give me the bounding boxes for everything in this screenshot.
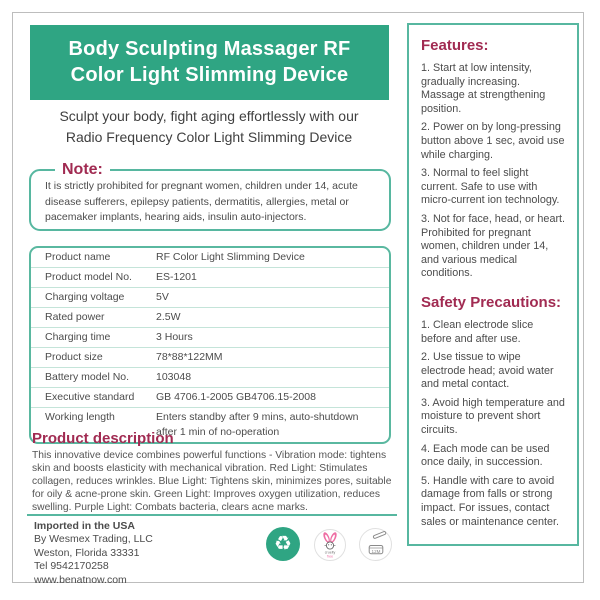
- spec-label: Product size: [45, 351, 103, 363]
- note-box: [29, 161, 391, 231]
- product-title-line: Body Sculpting Massager RF: [68, 38, 351, 60]
- importer-info-line: www.benatnow.com: [34, 573, 127, 586]
- safety-item: 3. Avoid high temperature and moisture to prevent short circuits.: [421, 396, 565, 437]
- side-panel: [407, 23, 579, 546]
- svg-text:cruelty: cruelty: [324, 550, 336, 555]
- bunny-graphic: [315, 530, 345, 560]
- table-row: [31, 308, 389, 328]
- spec-value: ES-1201: [156, 271, 197, 283]
- label-page: [12, 12, 584, 586]
- tagline-line: Radio Frequency Color Light Slimming Device: [65, 129, 353, 145]
- features-heading: Features:: [421, 37, 489, 54]
- product-title-banner: [30, 25, 389, 100]
- importer-info: [34, 520, 153, 587]
- importer-info-line: Tel 9542170258: [34, 560, 109, 573]
- feature-item: 3. Normal to feel slight current. Safe to use with micro-current ion technology.: [421, 167, 560, 207]
- cruelty-free-icon: [314, 529, 346, 561]
- spec-value: Enters standby after 9 mins, auto-shutdown after 1 min of no-operation: [156, 411, 359, 438]
- safety-item: 2. Use tissue to wipe electrode head; avoid water and metal contact.: [421, 351, 554, 391]
- tagline-line: Sculpt your body, fight aging effortlessly with our: [59, 108, 359, 124]
- period-after-opening-icon: [359, 528, 392, 561]
- spec-table: [29, 246, 391, 444]
- feature-item: 1. Start at low intensity, gradually increasing. Massage at strengthening position.: [421, 62, 546, 115]
- spec-value: 103048: [156, 371, 192, 383]
- spec-label: Product model No.: [45, 271, 132, 283]
- product-description-heading: Product description: [32, 430, 174, 447]
- safety-item: 5. Handle with care to avoid damage from falls or strong impact. For issues, contact sales or maintenance center.: [421, 474, 560, 528]
- safety-item: 1. Clean electrode slice before and after use.: [421, 318, 534, 345]
- footer-divider: [27, 514, 397, 516]
- table-row: [31, 288, 389, 308]
- note-label: Note:: [55, 161, 110, 179]
- product-description-text: This innovative device combines powerful functions - Vibration mode: tightens skin and boosts elasticity with mechanical vibration. Red Light: Stimulates collagen, reduces wrinkles. Blue Light: Tightens skin, minimizes pores, suitable for oily & acne-prone skin. Green Light: Improves oxygen utilization, reduces swelling. Purple Light: Combats bacteria, clears acne marks.: [32, 450, 392, 513]
- spec-label: Charging voltage: [45, 291, 125, 303]
- table-row: [31, 368, 389, 388]
- table-row: [31, 328, 389, 348]
- spec-label: Working length: [45, 411, 115, 423]
- product-title-line: Color Light Slimming Device: [70, 64, 349, 86]
- table-row: [31, 388, 389, 408]
- safety-item: 4. Each mode can be used once daily, in succession.: [421, 442, 550, 469]
- recycle-glyph: ♻: [274, 533, 292, 555]
- spec-label: Executive standard: [45, 391, 135, 403]
- feature-item: 2. Power on by long-pressing button above 1 sec, avoid use while charging.: [421, 121, 565, 161]
- spec-value: 78*88*122MM: [156, 351, 223, 363]
- tagline: [21, 106, 397, 148]
- note-text: It is strictly prohibited for pregnant women, children under 14, acute disease sufferers, epilepsy patients, dermatitis, allergies, metal or pacemaker implants, hearing aids, insulin auto-injectors.: [45, 180, 358, 223]
- spec-value: 3 Hours: [156, 331, 193, 343]
- safety-heading: Safety Precautions:: [421, 293, 562, 311]
- feature-item: 3. Not for face, head, or heart. Prohibited for pregnant women, children under 14, and various medical conditions.: [421, 212, 566, 280]
- table-row: [31, 268, 389, 288]
- safety-list: [421, 319, 566, 529]
- spec-value: RF Color Light Slimming Device: [156, 251, 305, 263]
- importer-info-line: By Wesmex Trading, LLC: [34, 533, 153, 546]
- jar-graphic: [360, 529, 391, 560]
- spec-value: 2.5W: [156, 311, 181, 323]
- table-row: [31, 348, 389, 368]
- importer-info-line: Weston, Florida 33331: [34, 546, 140, 559]
- importer-info-line: Imported in the USA: [34, 520, 135, 532]
- spec-value: GB 4706.1-2005 GB4706.15-2008: [156, 391, 316, 403]
- recycle-icon: [266, 527, 300, 561]
- spec-label: Rated power: [45, 311, 105, 323]
- table-row: [31, 248, 389, 268]
- svg-text:free: free: [326, 554, 334, 559]
- spec-value: 5V: [156, 291, 169, 303]
- spec-label: Product name: [45, 251, 111, 263]
- spec-label: Battery model No.: [45, 371, 130, 383]
- spec-label: Charging time: [45, 331, 111, 343]
- features-list: [421, 62, 566, 281]
- svg-text:12M: 12M: [371, 548, 381, 554]
